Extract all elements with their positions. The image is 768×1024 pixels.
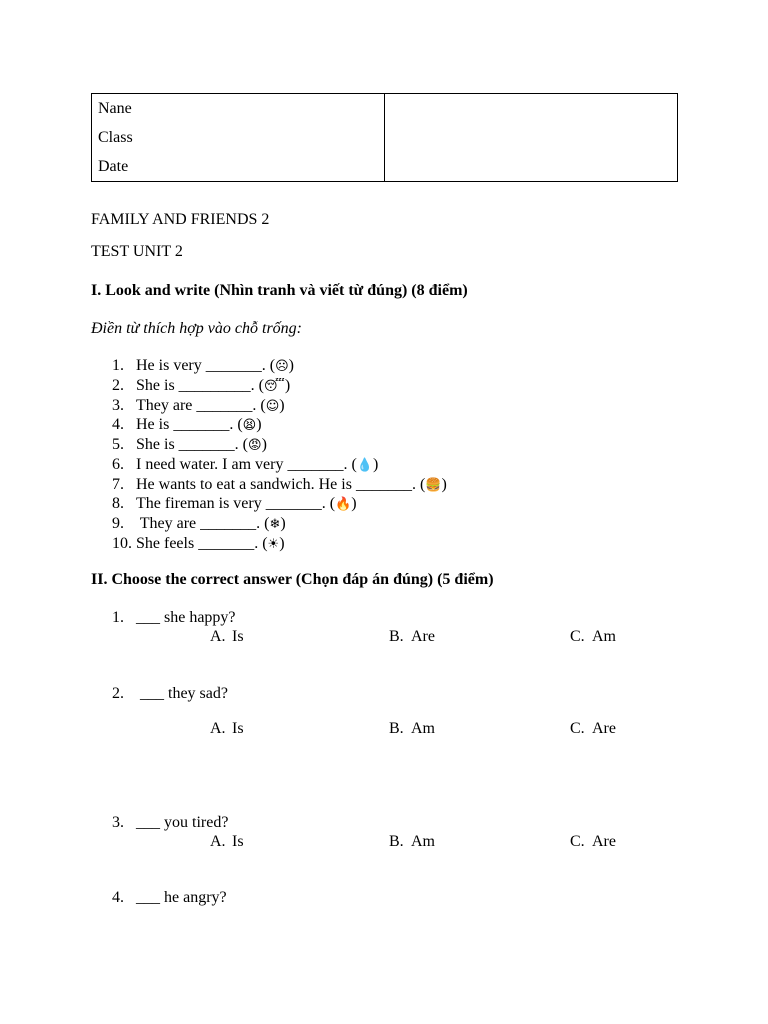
list-item-text: I need water. I am very _______. (: [136, 456, 357, 473]
list-item-number: 10.: [112, 535, 132, 552]
emotion-icon: 😴: [264, 379, 285, 394]
question: [112, 608, 236, 628]
student-info-table: [91, 93, 678, 182]
closing-paren: ): [373, 456, 379, 473]
emotion-icon: 💧: [356, 458, 373, 473]
emotion-icon: ☺: [265, 399, 280, 414]
class-label: Class: [98, 129, 133, 146]
list-item-text: He is _______. (: [136, 416, 243, 433]
list-item: [112, 534, 285, 554]
list-item: [112, 455, 378, 475]
option-letter: B.: [389, 628, 404, 645]
list-item-text: She is _________. (: [136, 377, 264, 394]
option-letter: C.: [570, 628, 585, 645]
list-item: [112, 475, 447, 495]
answer-option-c[interactable]: [570, 720, 616, 738]
list-item-number: 2.: [112, 377, 124, 394]
answer-option-a[interactable]: [210, 720, 244, 738]
list-item-number: 1.: [112, 357, 124, 374]
list-item-text: He wants to eat a sandwich. He is _______. (: [136, 476, 426, 493]
question-number: 3.: [112, 814, 124, 831]
closing-paren: ): [279, 397, 285, 414]
emotion-icon: ☀: [267, 537, 280, 552]
list-item-number: 9.: [112, 515, 124, 532]
list-item-text: She feels _______. (: [136, 535, 268, 552]
option-text: Is: [232, 628, 244, 645]
option-letter: C.: [570, 720, 585, 737]
option-text: Is: [232, 720, 244, 737]
question: [112, 813, 228, 833]
question: [112, 888, 227, 908]
option-text: Am: [592, 628, 616, 645]
answer-option-a[interactable]: [210, 833, 244, 851]
closing-paren: ): [280, 515, 286, 532]
closing-paren: ): [284, 377, 291, 394]
closing-paren: ): [261, 436, 267, 453]
list-item-text: He is very _______. (: [136, 357, 276, 374]
section1-heading: I. Look and write (Nhìn tranh và viết từ đúng) (8 điểm): [91, 282, 468, 299]
option-letter: A.: [210, 720, 226, 737]
option-text: Are: [592, 720, 616, 737]
question: [112, 684, 228, 704]
section2-heading: II. Choose the correct answer (Chọn đáp án đúng) (5 điểm): [91, 571, 494, 588]
section1-instruction: Điền từ thích hợp vào chỗ trống:: [91, 320, 303, 337]
answer-option-b[interactable]: [389, 833, 435, 851]
emotion-icon: ❄: [269, 517, 281, 532]
list-item: [112, 514, 286, 534]
list-item: [112, 494, 357, 514]
answer-option-b[interactable]: [389, 720, 435, 738]
list-item: [112, 396, 285, 416]
answer-option-c[interactable]: [570, 628, 616, 646]
option-letter: A.: [210, 628, 226, 645]
option-letter: C.: [570, 833, 585, 850]
option-text: Is: [232, 833, 244, 850]
closing-paren: ): [351, 495, 357, 512]
info-values-cell: [385, 94, 678, 182]
list-item-text: They are _______. (: [136, 397, 266, 414]
question-text: ___ she happy?: [136, 609, 236, 626]
closing-paren: ): [256, 416, 262, 433]
document-title: FAMILY AND FRIENDS 2: [91, 211, 270, 228]
list-item-number: 8.: [112, 495, 124, 512]
list-item-number: 4.: [112, 416, 124, 433]
answer-option-a[interactable]: [210, 628, 244, 646]
option-text: Are: [411, 628, 435, 645]
list-item-text: She is _______. (: [136, 436, 248, 453]
question-text: ___ you tired?: [136, 814, 229, 831]
option-letter: B.: [389, 720, 404, 737]
emotion-icon: 🔥: [335, 497, 352, 512]
list-item-text: They are _______. (: [136, 515, 270, 532]
name-label: Nane: [98, 100, 132, 117]
emotion-icon: 😫: [242, 418, 257, 433]
emotion-icon: 😡: [248, 438, 262, 453]
list-item-number: 6.: [112, 456, 124, 473]
list-item-number: 7.: [112, 476, 124, 493]
list-item-text: The fireman is very _______. (: [136, 495, 336, 512]
info-labels-cell: [92, 94, 385, 182]
question-text: ___ he angry?: [136, 889, 227, 906]
question-text: ___ they sad?: [136, 685, 228, 702]
list-item: [112, 435, 267, 455]
list-item: [112, 356, 294, 376]
document-subtitle: TEST UNIT 2: [91, 243, 183, 260]
question-number: 4.: [112, 889, 124, 906]
answer-option-c[interactable]: [570, 833, 616, 851]
list-item: [112, 376, 290, 396]
closing-paren: ): [288, 357, 294, 374]
emotion-icon: 🍔: [425, 478, 442, 493]
option-text: Am: [411, 720, 435, 737]
closing-paren: ): [441, 476, 447, 493]
option-letter: A.: [210, 833, 226, 850]
closing-paren: ): [279, 535, 285, 552]
option-letter: B.: [389, 833, 404, 850]
emotion-icon: ☹: [275, 359, 289, 374]
list-item: [112, 415, 262, 435]
answer-option-b[interactable]: [389, 628, 435, 646]
question-number: 1.: [112, 609, 124, 626]
list-item-number: 3.: [112, 397, 124, 414]
question-number: 2.: [112, 685, 124, 702]
option-text: Am: [411, 833, 435, 850]
list-item-number: 5.: [112, 436, 124, 453]
option-text: Are: [592, 833, 616, 850]
date-label: Date: [98, 158, 129, 175]
